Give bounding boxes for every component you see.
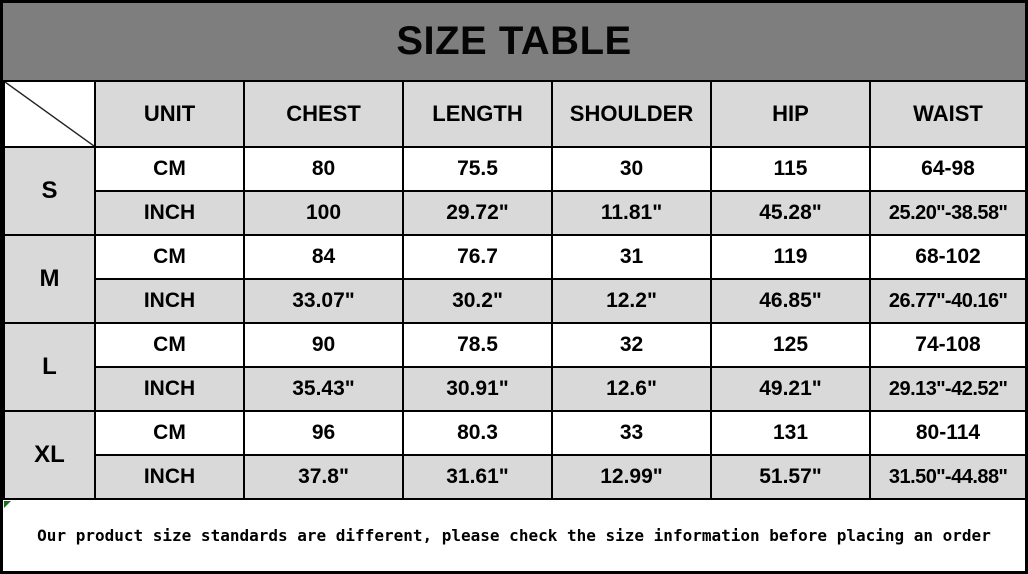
cell-length: 31.61": [403, 455, 552, 499]
cell-length: 75.5: [403, 147, 552, 191]
size-label-l: L: [4, 323, 95, 411]
cell-chest: 90: [244, 323, 403, 367]
row-xl-cm: [4, 411, 1026, 455]
cell-unit: INCH: [95, 279, 244, 323]
cell-length: 78.5: [403, 323, 552, 367]
cell-chest: 96: [244, 411, 403, 455]
cell-shoulder: 11.81": [552, 191, 711, 235]
cell-waist: 26.77''-40.16'': [870, 279, 1026, 323]
cell-shoulder: 30: [552, 147, 711, 191]
cell-shoulder: 12.2": [552, 279, 711, 323]
cell-hip: 131: [711, 411, 870, 455]
cell-length: 80.3: [403, 411, 552, 455]
size-table: [3, 80, 1027, 500]
cell-hip: 125: [711, 323, 870, 367]
row-m-cm: [4, 235, 1026, 279]
cell-unit: INCH: [95, 191, 244, 235]
cell-shoulder: 12.99": [552, 455, 711, 499]
cell-length: 30.2": [403, 279, 552, 323]
column-header-waist: WAIST: [870, 81, 1026, 147]
cell-unit: INCH: [95, 455, 244, 499]
cell-hip: 119: [711, 235, 870, 279]
column-header-unit: UNIT: [95, 81, 244, 147]
row-s-inch: [4, 191, 1026, 235]
cell-unit: CM: [95, 235, 244, 279]
row-l-cm: [4, 323, 1026, 367]
header-row: [4, 81, 1026, 147]
cell-unit: INCH: [95, 367, 244, 411]
cell-chest: 37.8": [244, 455, 403, 499]
row-l-inch: [4, 367, 1026, 411]
cell-chest: 84: [244, 235, 403, 279]
cell-unit: CM: [95, 147, 244, 191]
column-header-shoulder: SHOULDER: [552, 81, 711, 147]
column-header-chest: CHEST: [244, 81, 403, 147]
cell-hip: 51.57": [711, 455, 870, 499]
cell-length: 30.91": [403, 367, 552, 411]
cell-unit: CM: [95, 411, 244, 455]
footer-note: [3, 500, 1025, 571]
cell-waist: 74-108: [870, 323, 1026, 367]
cell-hip: 49.21": [711, 367, 870, 411]
size-label-s: S: [4, 147, 95, 235]
row-m-inch: [4, 279, 1026, 323]
cell-waist: 31.50''-44.88'': [870, 455, 1026, 499]
cell-chest: 35.43": [244, 367, 403, 411]
column-header-length: LENGTH: [403, 81, 552, 147]
cell-shoulder: 12.6": [552, 367, 711, 411]
cell-shoulder: 32: [552, 323, 711, 367]
size-label-m: M: [4, 235, 95, 323]
cell-length: 29.72": [403, 191, 552, 235]
cell-chest: 33.07": [244, 279, 403, 323]
cell-chest: 80: [244, 147, 403, 191]
row-s-cm: [4, 147, 1026, 191]
cell-hip: 46.85": [711, 279, 870, 323]
page-title: SIZE TABLE: [3, 3, 1025, 80]
cell-chest: 100: [244, 191, 403, 235]
column-header-hip: HIP: [711, 81, 870, 147]
cell-waist: 29.13''-42.52'': [870, 367, 1026, 411]
cell-shoulder: 33: [552, 411, 711, 455]
footer-note-text: Our product size standards are different, please check the size information before placing an order: [37, 526, 991, 545]
cell-waist: 25.20''-38.58'': [870, 191, 1026, 235]
cell-corner-marker-icon: [4, 501, 11, 508]
row-xl-inch: [4, 455, 1026, 499]
cell-hip: 45.28": [711, 191, 870, 235]
cell-waist: 80-114: [870, 411, 1026, 455]
cell-length: 76.7: [403, 235, 552, 279]
diagonal-line-icon: [5, 82, 94, 146]
cell-shoulder: 31: [552, 235, 711, 279]
cell-unit: CM: [95, 323, 244, 367]
cell-waist: 68-102: [870, 235, 1026, 279]
cell-hip: 115: [711, 147, 870, 191]
size-label-xl: XL: [4, 411, 95, 499]
cell-waist: 64-98: [870, 147, 1026, 191]
diagonal-cell: [4, 81, 95, 147]
